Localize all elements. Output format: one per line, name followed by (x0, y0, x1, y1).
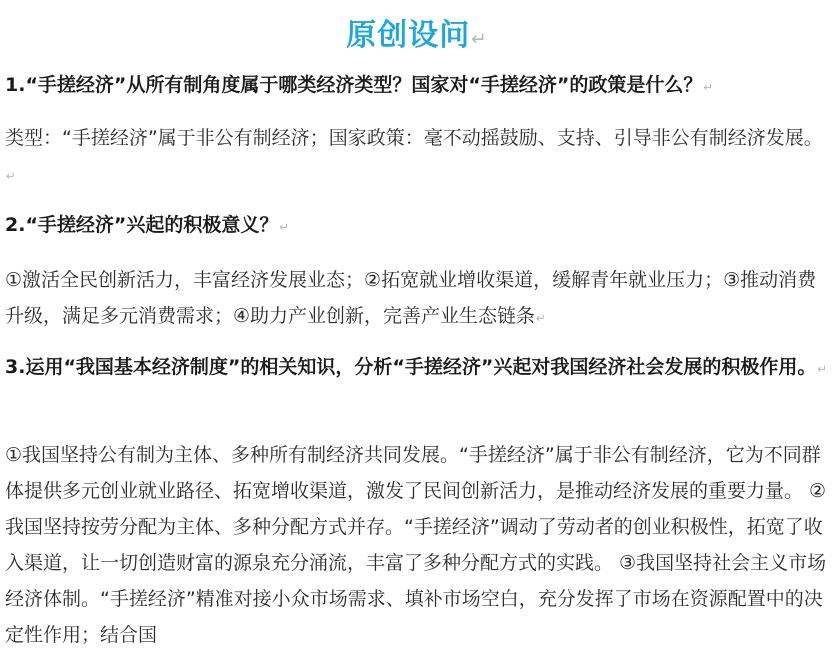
paragraph-mark-icon: ↵ (279, 220, 290, 234)
question-2 (5, 208, 831, 244)
answer-1-text: 类型：“手搓经济”属于非公有制经济；国家政策：毫不动摇鼓励、支持、引导非公有制经济发展。 (5, 127, 823, 149)
paragraph-mark-icon: ↵ (6, 169, 16, 183)
paragraph-mark-icon: ↵ (536, 311, 546, 325)
question-2-text: 2.“手搓经济”兴起的积极意义？ (5, 214, 279, 236)
paragraph-mark-icon: ↵ (471, 29, 488, 50)
paragraph-mark-icon: ↵ (817, 362, 828, 376)
answer-2 (5, 262, 831, 336)
answer-3-text: ①我国坚持公有制为主体、多种所有制经济共同发展。“手搓经济”属于非公有制经济，它为不同群体提供多元创业就业路径、拓宽增收渠道，激发了民间创新活力，是推动经济发展的重要力量。 ②我国坚持按劳分配为主体、多种分配方式并存。“手搓经济”调动了劳动者的创业积极性，拓宽了收入渠道，让一切创造财富的源泉充分涌流，丰富了多种分配方式的实践。 ③我国坚持社会主义市场经济体制。“手搓经济”精准对接小众市场需求、填补市场空白，充分发挥了市场在资源配置中的决定性作用；结合国 (5, 444, 827, 646)
page-title-text: 原创设问 (346, 18, 471, 53)
answer-1 (5, 120, 831, 194)
page-title (0, 14, 834, 62)
answer-3 (5, 437, 831, 651)
paragraph-mark-icon: ↵ (703, 80, 714, 94)
answer-2-text: ①激活全民创新活力，丰富经济发展业态；②拓宽就业增收渠道，缓解青年就业压力；③推动消费升级，满足多元消费需求；④助力产业创新，完善产业生态链条 (5, 269, 817, 327)
question-1 (5, 68, 831, 104)
question-3-text: 3.运用“我国基本经济制度”的相关知识，分析“手搓经济”兴起对我国经济社会发展的积极作用。 (5, 356, 817, 378)
question-3 (5, 350, 831, 386)
question-1-text: 1.“手搓经济”从所有制角度属于哪类经济类型？国家对“手搓经济”的政策是什么？ (5, 74, 703, 96)
